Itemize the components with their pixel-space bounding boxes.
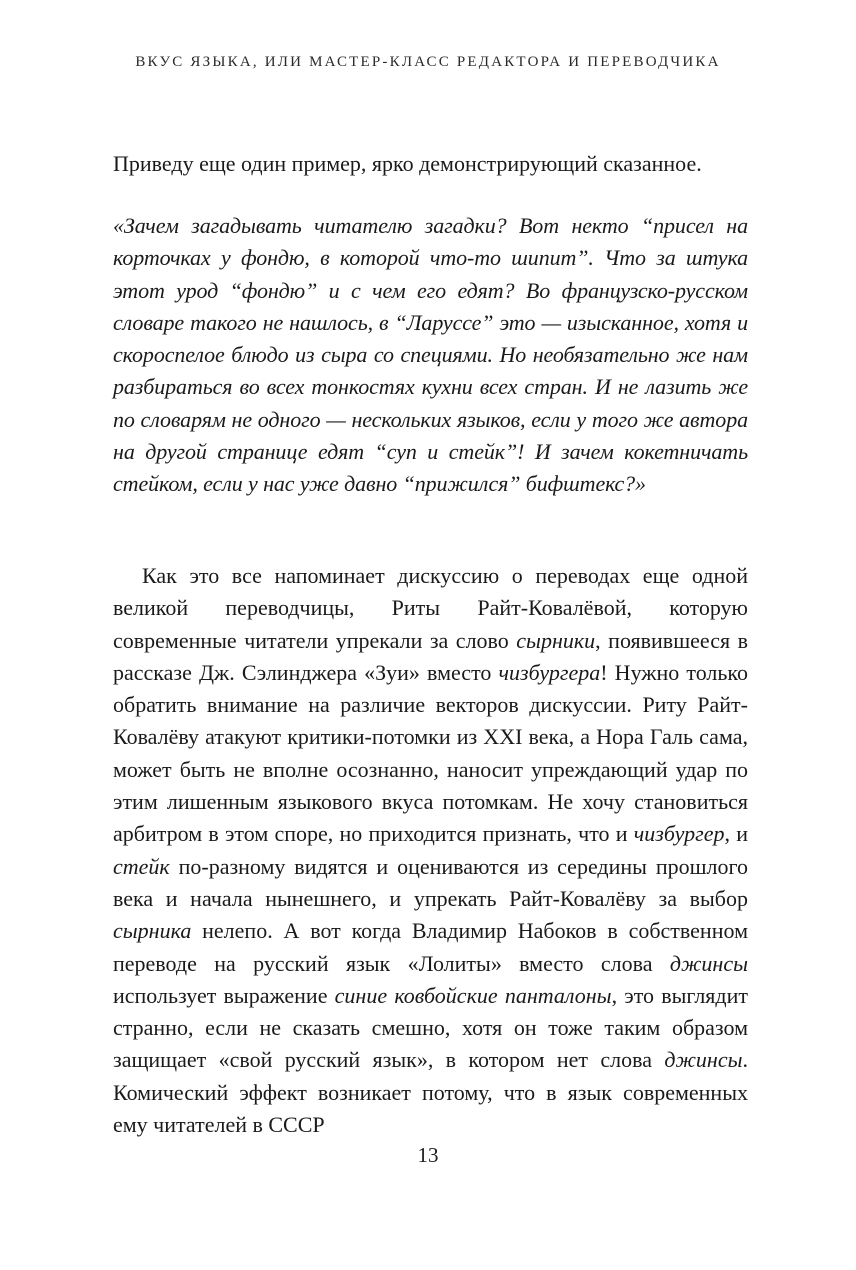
- emphasis-term: джинсы: [664, 1047, 743, 1073]
- emphasis-term: чизбургера: [498, 659, 601, 685]
- running-head: ВКУС ЯЗЫКА, ИЛИ МАСТЕР-КЛАСС РЕДАКТОРА И ПЕРЕВОДЧИКА: [135, 54, 721, 70]
- body-text: использует выражение: [113, 982, 335, 1008]
- page-number: 13: [417, 1143, 439, 1167]
- body-text: . Комический эффект возникает потому, что в язык современных ему читателей в СССР: [113, 1047, 748, 1138]
- body-paragraph: [113, 560, 748, 1141]
- body-text: по-разному видятся и оцениваются из середины прошлого века и начала нынешнего, и упрекать Райт-Ковалёву за выбор: [113, 853, 748, 911]
- body-text: , это выглядит странно, если не сказать смешно, хотя он тоже таким образом защищает «свой русский язык», в котором нет слова: [113, 982, 748, 1073]
- emphasis-term: синие ковбойские панталоны: [334, 982, 612, 1008]
- emphasis-term: чизбургер: [633, 821, 725, 847]
- emphasis-term: стейк: [113, 853, 170, 879]
- body-text: ! Нужно только обратить внимание на различие векторов дискуссии. Риту Райт-Ковалёву атакуют критики-потомки из XXI века, а Нора Галь сама, может быть не вполне осознанно, наносит упреждающий удар по этим лишенным языкового вкуса потомкам. Не хочу становиться арбитром в этом споре, но приходится признать, что и: [113, 659, 749, 847]
- body-text: , появившееся в рассказе Дж. Сэлинджера «Зуи» вместо: [113, 627, 748, 685]
- body-text: , и: [724, 821, 748, 847]
- emphasis-term: сырники: [516, 627, 596, 653]
- body-text: нелепо. А вот когда Владимир Набоков в собственном переводе на русский язык «Лолиты» вместо слова: [113, 918, 748, 976]
- quote-paragraph: «Зачем загадывать читателю загадки? Вот некто “присел на корточках у фондю, в которой что-то шипит”. Что за штука этот урод “фондю” и с чем его едят? Во французско-русском словаре такого не нашлось, в “Ларуссе” это — изысканное, хотя и скороспелое блюдо из сыра со специями. Но необязательно же нам разбираться во всех тонкостях кухни всех стран. И не лазить же по словарям не одного — нескольких языков, если у того же автора на другой странице едят “суп и стейк”! И зачем кокетничать стейком, если у нас уже давно “прижился” бифштекс?»: [113, 213, 748, 497]
- emphasis-term: сырника: [113, 918, 192, 944]
- body-text: Как это все напоминает дискуссию о переводах еще одной великой переводчицы, Риты Райт-Ковалёвой, которую современные читатели упрекали за слово: [113, 563, 748, 653]
- intro-paragraph: Приведу еще один пример, ярко демонстрирующий сказанное.: [113, 151, 702, 176]
- emphasis-term: джинсы: [669, 950, 748, 976]
